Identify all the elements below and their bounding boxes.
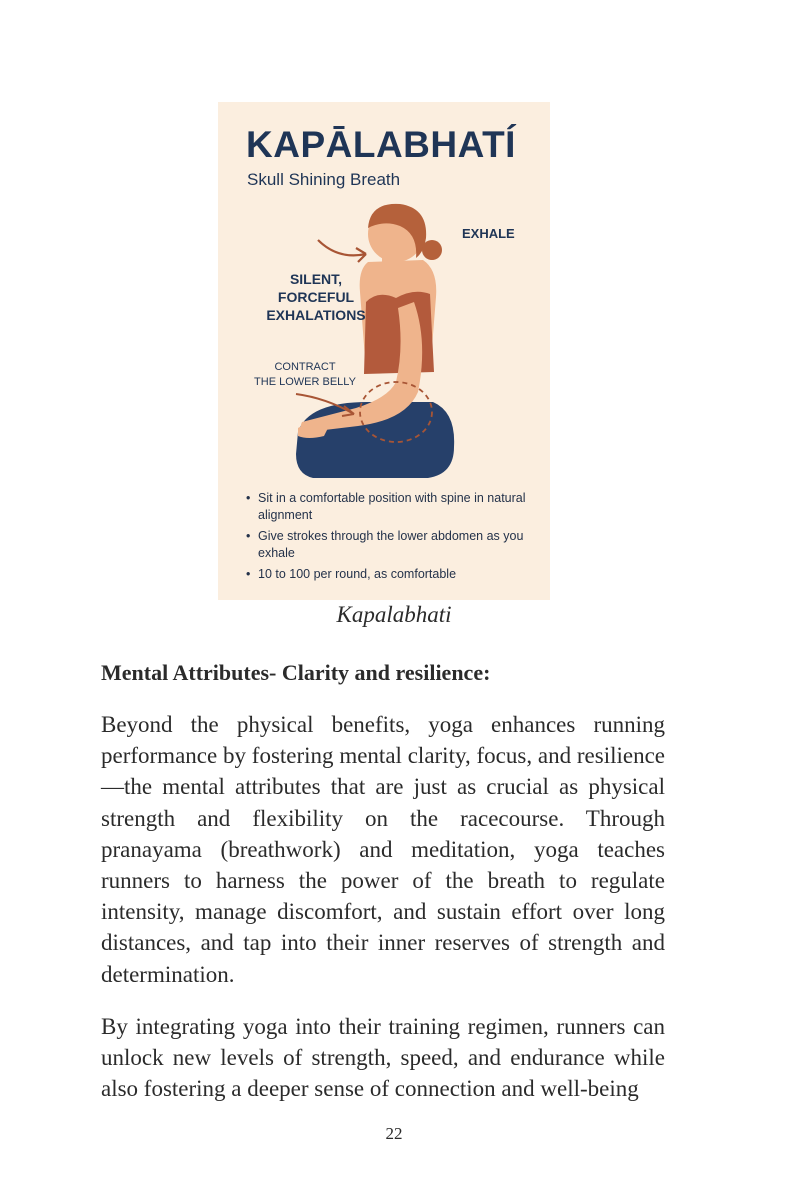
section-heading: Mental Attributes- Clarity and resilience: (101, 660, 491, 685)
list-item (246, 490, 536, 524)
kapalabhati-illustration (218, 102, 550, 600)
figure-title: KAPĀLABHATÍ (246, 124, 516, 165)
exhale-label: EXHALE (462, 226, 515, 241)
page-number: 22 (385, 1124, 403, 1143)
instruction-text: Sit in a comfortable position with spine in natural alignment (258, 491, 526, 522)
list-item (246, 528, 536, 562)
body-paragraph: By integrating yoga into their training regimen, runners can unlock new levels of strength, speed, and endurance while also fostering a deeper sense of connection and well-being (101, 1014, 665, 1102)
list-item (246, 566, 536, 583)
body-paragraph: Beyond the physical benefits, yoga enhances running performance by fostering mental clarity, focus, and resilience—the mental attributes that are just as crucial as physical strength and flexibility on the racecourse. Through pranayama (breathwork) and meditation, yoga teaches runners to harness the power of the breath to regulate intensity, manage discomfort, and sustain effort over long distances, and tap into their inner reserves of strength and determination. (101, 712, 665, 987)
contract-belly-label: CONTRACT THE LOWER BELLY (254, 361, 356, 388)
figure-caption: Kapalabhati (336, 602, 452, 627)
bullet-icon: • (246, 491, 251, 505)
bullet-icon: • (246, 567, 251, 581)
silent-exhalations-label: SILENT, FORCEFUL EXHALATIONS (266, 271, 366, 323)
figure-subtitle: Skull Shining Breath (247, 170, 401, 189)
bullet-icon: • (246, 529, 251, 543)
instruction-text: 10 to 100 per round, as comfortable (258, 567, 457, 581)
instruction-list (246, 490, 536, 587)
instruction-text: Give strokes through the lower abdomen as you exhale (258, 529, 524, 560)
